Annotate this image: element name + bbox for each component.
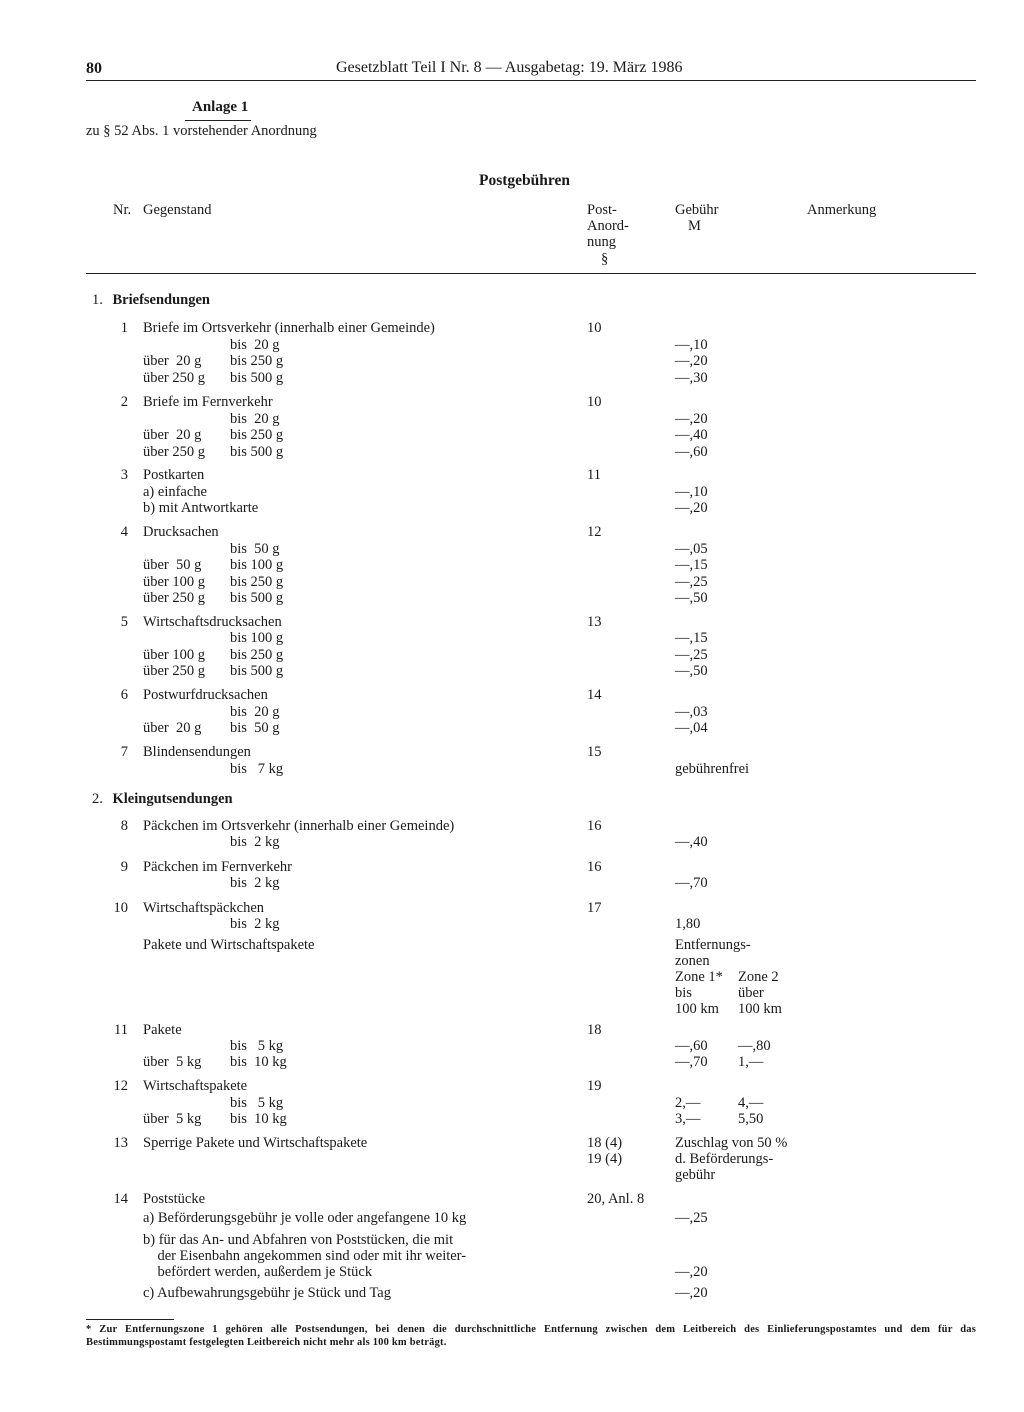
weight-limit: bis 500 g — [230, 370, 284, 386]
fee-value: —,25 — [675, 647, 708, 663]
weight-limit: bis 250 g — [230, 427, 284, 443]
col-header-gebuehr: Gebühr — [675, 202, 719, 218]
fee-value: —,20 — [675, 1285, 708, 1301]
fee-value: —,10 — [675, 484, 708, 500]
item-description: befördert werden, außerdem je Stück — [143, 1264, 373, 1280]
fee-value: gebühr — [675, 1167, 716, 1183]
fee-value: —,20 — [675, 411, 708, 427]
fee-zone2-value: 4,— — [738, 1095, 764, 1111]
item-description: über 250 g — [143, 444, 206, 460]
weight-limit: bis 100 g — [230, 630, 284, 646]
row-number: 5 — [120, 614, 128, 630]
fee-zone2-value: —,80 — [738, 1038, 771, 1054]
ordinance-paragraph: 11 — [587, 467, 601, 483]
fee-value: —,60 — [675, 444, 708, 460]
section-heading — [92, 791, 233, 808]
fee-value: Zuschlag von 50 % — [675, 1135, 788, 1151]
fee-value: 1,80 — [675, 916, 701, 932]
running-title: Gesetzblatt Teil I Nr. 8 — Ausgabetag: 19. März 1986 — [336, 59, 683, 76]
weight-limit: bis 5 kg — [230, 1095, 284, 1111]
item-description: über 5 kg — [143, 1111, 202, 1127]
table-header-rule — [86, 273, 976, 274]
fee-value: —,05 — [675, 541, 708, 557]
col-header-post-1: Post- — [587, 202, 617, 218]
fee-value: —,15 — [675, 630, 708, 646]
fee-value: —,20 — [675, 1264, 708, 1280]
item-description: Wirtschaftspäckchen — [143, 900, 264, 916]
row-number: 2 — [120, 394, 128, 410]
item-description: über 250 g — [143, 370, 206, 386]
fee-value: —,50 — [675, 663, 708, 679]
ordinance-paragraph: 10 — [587, 394, 602, 410]
fee-value: —,40 — [675, 834, 708, 850]
item-description: b) für das An- und Abfahren von Poststücken, die mit — [143, 1232, 454, 1248]
ordinance-paragraph: 18 — [587, 1022, 602, 1038]
ordinance-paragraph: 18 (4) — [587, 1135, 623, 1151]
fee-value: —,04 — [675, 720, 708, 736]
table-title: Postgebühren — [479, 172, 571, 189]
item-description: über 20 g — [143, 353, 202, 369]
row-number: 11 — [114, 1022, 128, 1038]
footnote: * Zur Entfernungszone 1 gehören alle Postsendungen, bei denen die durchschnittliche Entfernung zwischen dem Leitbereich des Einlieferungspostamtes und dem für das Bestimmungspostamt festgelegten Leitbereich nicht mehr als 100 km beträgt. — [86, 1324, 976, 1348]
col-header-anmerkung: Anmerkung — [807, 202, 877, 218]
row-number: 9 — [120, 859, 128, 875]
weight-limit: bis 20 g — [230, 704, 280, 720]
item-description: Pakete — [143, 1022, 182, 1038]
fee-zone2-value: über — [738, 985, 764, 1001]
item-description: c) Aufbewahrungsgebühr je Stück und Tag — [143, 1285, 391, 1301]
fee-value: —,25 — [675, 574, 708, 590]
ordinance-paragraph: 19 (4) — [587, 1151, 623, 1167]
weight-limit: bis 2 kg — [230, 834, 280, 850]
weight-limit: bis 7 kg — [230, 761, 284, 777]
row-number: 12 — [113, 1078, 128, 1094]
col-header-post-2: Anord- — [587, 218, 629, 234]
weight-limit: bis 500 g — [230, 444, 284, 460]
item-description: über 20 g — [143, 720, 202, 736]
item-description: über 50 g — [143, 557, 202, 573]
section-number: 1. — [92, 292, 103, 308]
col-header-post-4: § — [601, 251, 609, 267]
row-number: 8 — [120, 818, 128, 834]
item-description: Sperrige Pakete und Wirtschaftspakete — [143, 1135, 368, 1151]
weight-limit: bis 20 g — [230, 411, 280, 427]
item-description: Wirtschaftsdrucksachen — [143, 614, 282, 630]
fee-value: —,20 — [675, 500, 708, 516]
weight-limit: bis 250 g — [230, 574, 284, 590]
fee-value: —,70 — [675, 875, 708, 891]
weight-limit: bis 2 kg — [230, 916, 280, 932]
item-description: über 20 g — [143, 427, 202, 443]
item-description: Blindensendungen — [143, 744, 251, 760]
ordinance-paragraph: 13 — [587, 614, 602, 630]
weight-limit: bis 250 g — [230, 647, 284, 663]
footnote-rule — [86, 1319, 174, 1320]
item-description: über 250 g — [143, 590, 206, 606]
fee-value: —,10 — [675, 337, 708, 353]
row-number: 1 — [120, 320, 128, 336]
section-heading — [92, 292, 210, 309]
weight-limit: bis 250 g — [230, 353, 284, 369]
fee-value: bis — [675, 985, 692, 1001]
item-description: Postkarten — [143, 467, 205, 483]
fee-value: —,30 — [675, 370, 708, 386]
fee-value: Zone 1* — [675, 969, 723, 985]
col-header-nr: Nr. — [113, 202, 132, 218]
section-title: Kleingutsendungen — [112, 791, 233, 807]
fee-value: —,70 — [675, 1054, 708, 1070]
item-description: b) mit Antwortkarte — [143, 500, 259, 516]
ordinance-paragraph: 12 — [587, 524, 602, 540]
item-description: Päckchen im Fernverkehr — [143, 859, 292, 875]
weight-limit: bis 20 g — [230, 337, 280, 353]
fee-value: —,50 — [675, 590, 708, 606]
weight-limit: bis 50 g — [230, 720, 280, 736]
weight-limit: bis 500 g — [230, 663, 284, 679]
fee-zone2-value: 5,50 — [738, 1111, 764, 1127]
fee-value: —,40 — [675, 427, 708, 443]
ordinance-paragraph: 10 — [587, 320, 602, 336]
fee-value: 2,— — [675, 1095, 701, 1111]
weight-limit: bis 500 g — [230, 590, 284, 606]
row-number: 14 — [113, 1191, 128, 1207]
fee-value: gebührenfrei — [675, 761, 750, 777]
item-description: über 250 g — [143, 663, 206, 679]
annex-title-underline — [185, 120, 251, 121]
fee-value: 100 km — [675, 1001, 719, 1017]
section-number: 2. — [92, 791, 103, 807]
row-number: 3 — [120, 467, 128, 483]
item-description: a) Beförderungsgebühr je volle oder angefangene 10 kg — [143, 1210, 467, 1226]
item-description: Päckchen im Ortsverkehr (innerhalb einer Gemeinde) — [143, 818, 455, 834]
weight-limit: bis 100 g — [230, 557, 284, 573]
col-header-gegenstand: Gegenstand — [143, 202, 212, 218]
col-header-post-3: nung — [587, 234, 616, 250]
item-description: Pakete und Wirtschaftspakete — [143, 937, 315, 953]
fee-zone2-value: 1,— — [738, 1054, 764, 1070]
fee-zone2-value: Zone 2 — [738, 969, 779, 985]
fee-value: —,60 — [675, 1038, 708, 1054]
ordinance-paragraph: 19 — [587, 1078, 602, 1094]
ordinance-paragraph: 17 — [587, 900, 602, 916]
item-description: über 100 g — [143, 574, 206, 590]
header-rule — [86, 80, 976, 81]
ordinance-paragraph: 16 — [587, 818, 602, 834]
fee-value: —,25 — [675, 1210, 708, 1226]
fee-zone2-value: 100 km — [738, 1001, 782, 1017]
fee-value: —,03 — [675, 704, 708, 720]
fee-value: d. Beförderungs- — [675, 1151, 774, 1167]
fee-value: —,20 — [675, 353, 708, 369]
ordinance-paragraph: 20, Anl. 8 — [587, 1191, 645, 1207]
item-description: Drucksachen — [143, 524, 219, 540]
row-number: 6 — [120, 687, 128, 703]
weight-limit: bis 5 kg — [230, 1038, 284, 1054]
row-number: 10 — [113, 900, 128, 916]
fee-value: 3,— — [675, 1111, 701, 1127]
fee-value: zonen — [675, 953, 710, 969]
weight-limit: bis 2 kg — [230, 875, 280, 891]
item-description: Poststücke — [143, 1191, 206, 1207]
page-number: 80 — [86, 60, 102, 77]
weight-limit: bis 10 kg — [230, 1054, 287, 1070]
annex-reference: zu § 52 Abs. 1 vorstehender Anordnung — [86, 123, 317, 139]
ordinance-paragraph: 16 — [587, 859, 602, 875]
item-description: Postwurfdrucksachen — [143, 687, 268, 703]
section-title: Briefsendungen — [112, 292, 210, 308]
item-description: Wirtschaftspakete — [143, 1078, 248, 1094]
row-number: 13 — [113, 1135, 128, 1151]
item-description: Briefe im Ortsverkehr (innerhalb einer Gemeinde) — [143, 320, 435, 336]
weight-limit: bis 10 kg — [230, 1111, 287, 1127]
weight-limit: bis 50 g — [230, 541, 280, 557]
fee-value: Entfernungs- — [675, 937, 751, 953]
item-description: Briefe im Fernverkehr — [143, 394, 273, 410]
row-number: 4 — [120, 524, 128, 540]
ordinance-paragraph: 15 — [587, 744, 602, 760]
item-description: a) einfache — [143, 484, 207, 500]
item-description: über 5 kg — [143, 1054, 202, 1070]
item-description: über 100 g — [143, 647, 206, 663]
fee-value: —,15 — [675, 557, 708, 573]
ordinance-paragraph: 14 — [587, 687, 602, 703]
annex-title: Anlage 1 — [192, 99, 249, 115]
col-header-unit: M — [688, 218, 701, 234]
item-description: der Eisenbahn angekommen sind oder mit ihr weiter- — [143, 1248, 467, 1264]
row-number: 7 — [120, 744, 128, 760]
